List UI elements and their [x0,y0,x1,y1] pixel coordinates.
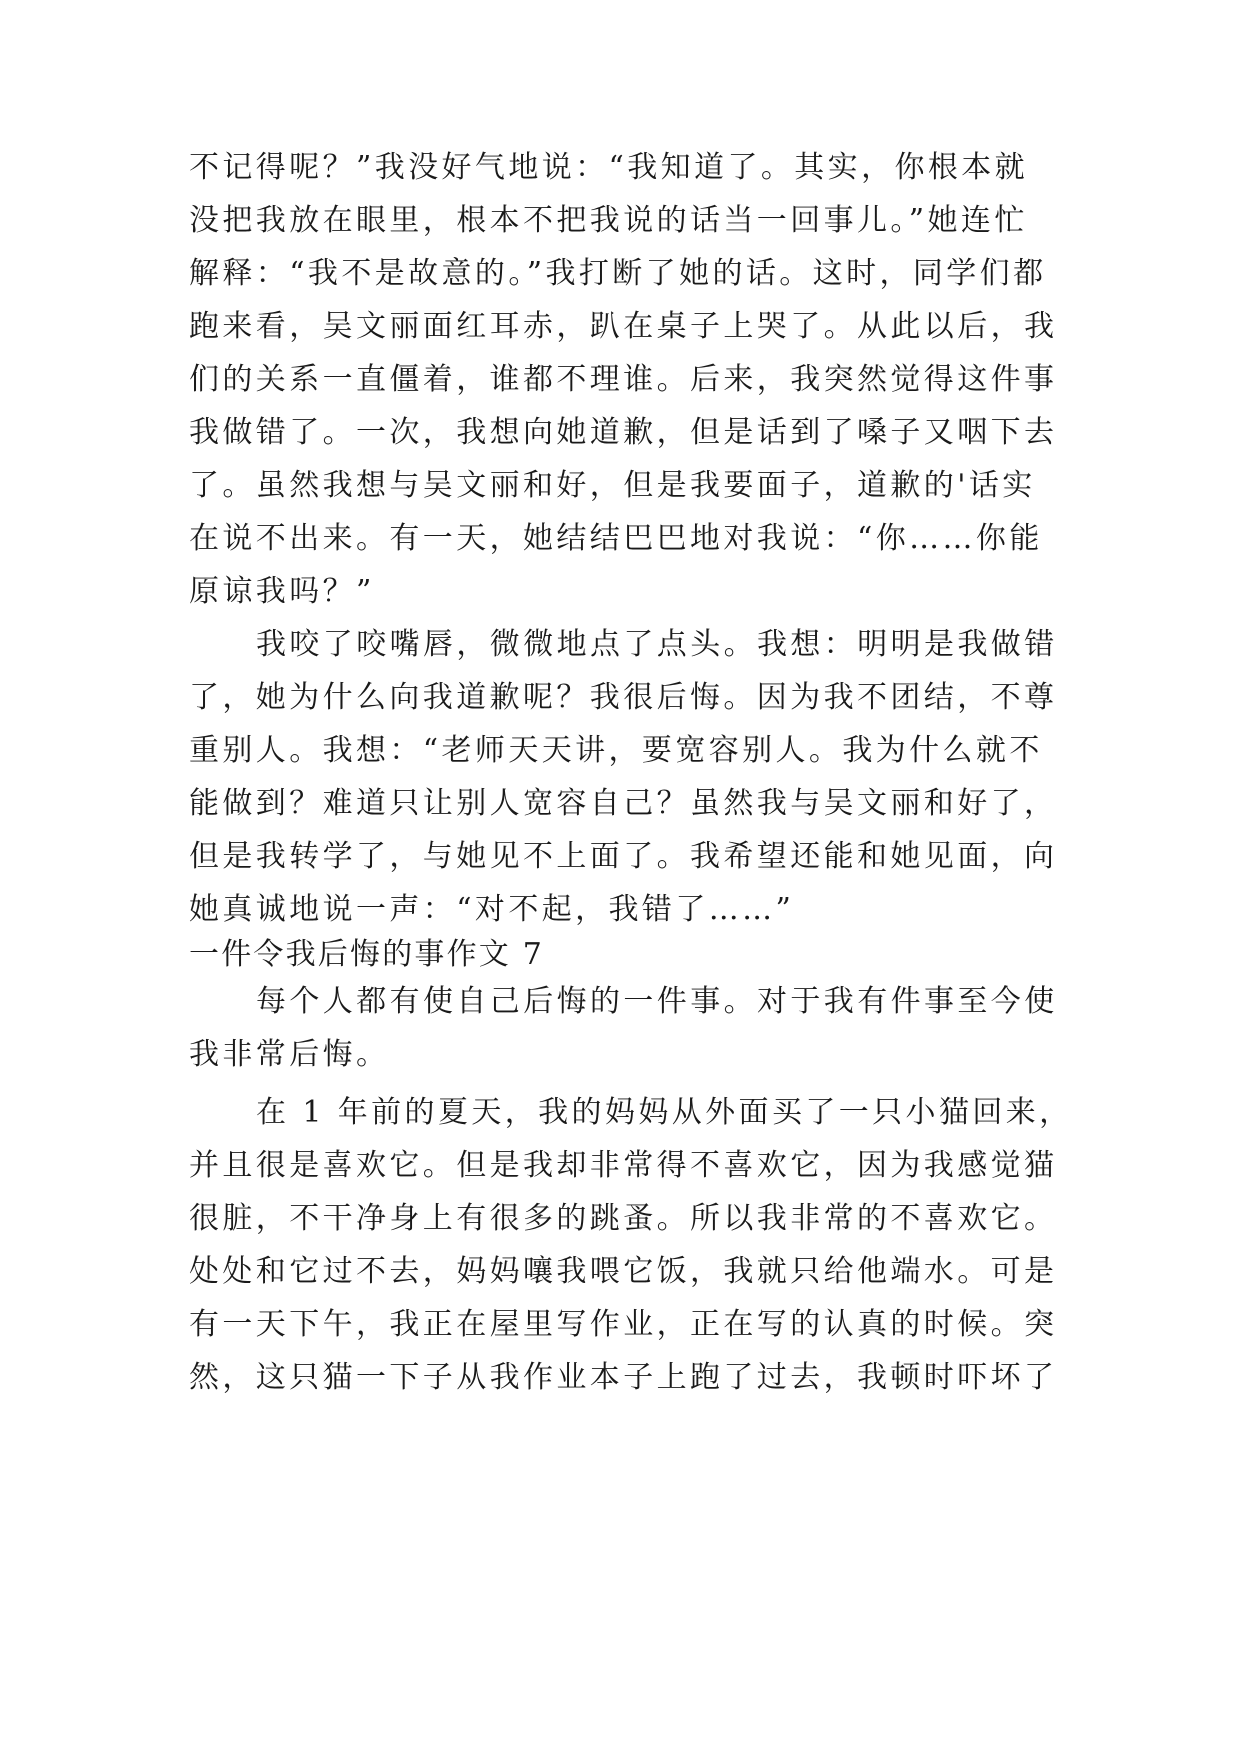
body-text-line: 们的关系一直僵着，谁都不理谁。后来，我突然觉得这件事 [189,362,1058,397]
body-text-line: 了。虽然我想与吴文丽和好，但是我要面子，道歉的'话实 [189,468,1036,503]
body-text-line: 很脏，不干净身上有很多的跳蚤。所以我非常的不喜欢它。 [189,1201,1058,1236]
body-text-line: 解释：“我不是故意的。”我打断了她的话。这时，同学们都 [189,256,1047,291]
body-text-line: 并且很是喜欢它。但是我却非常得不喜欢它，因为我感觉猫 [189,1148,1058,1183]
body-text-line: 没把我放在眼里，根本不把我说的话当一回事儿。”她连忙 [189,203,1028,238]
body-text-line: 每个人都有使自己后悔的一件事。对于我有件事至今使 [256,984,1058,1019]
body-text-line: 处处和它过不去，妈妈嚷我喂它饭，我就只给他端水。可是 [189,1254,1058,1289]
body-text-line: 能做到？难道只让别人宽容自己？虽然我与吴文丽和好了， [189,786,1058,821]
body-text-line: 我非常后悔。 [189,1037,390,1072]
body-text-line: 原谅我吗？” [189,574,375,609]
body-text-line: 我咬了咬嘴唇，微微地点了点头。我想：明明是我做错 [256,627,1058,662]
section-heading: 一件令我后悔的事作文 7 [189,937,545,972]
body-text-line: 有一天下午，我正在屋里写作业，正在写的认真的时候。突 [189,1307,1058,1342]
body-text-line: 她真诚地说一声：“对不起，我错了……” [189,892,795,927]
body-text-line: 我做错了。一次，我想向她道歉，但是话到了嗓子又咽下去 [189,415,1058,450]
body-text-line: 跑来看，吴文丽面红耳赤，趴在桌子上哭了。从此以后，我 [189,309,1058,344]
body-text-line: 重别人。我想：“老师天天讲，要宽容别人。我为什么就不 [189,733,1043,768]
body-text-line: 了，她为什么向我道歉呢？我很后悔。因为我不团结，不尊 [189,680,1058,715]
body-text-line: 但是我转学了，与她见不上面了。我希望还能和她见面，向 [189,839,1058,874]
body-text-line: 在 1 年前的夏天，我的妈妈从外面买了一只小猫回来， [256,1095,1073,1130]
body-text-line: 在说不出来。有一天，她结结巴巴地对我说：“你……你能 [189,521,1043,556]
body-text-line: 不记得呢？”我没好气地说：“我知道了。其实，你根本就 [189,150,1029,185]
body-text-line: 然，这只猫一下子从我作业本子上跑了过去，我顿时吓坏了 [189,1360,1058,1395]
